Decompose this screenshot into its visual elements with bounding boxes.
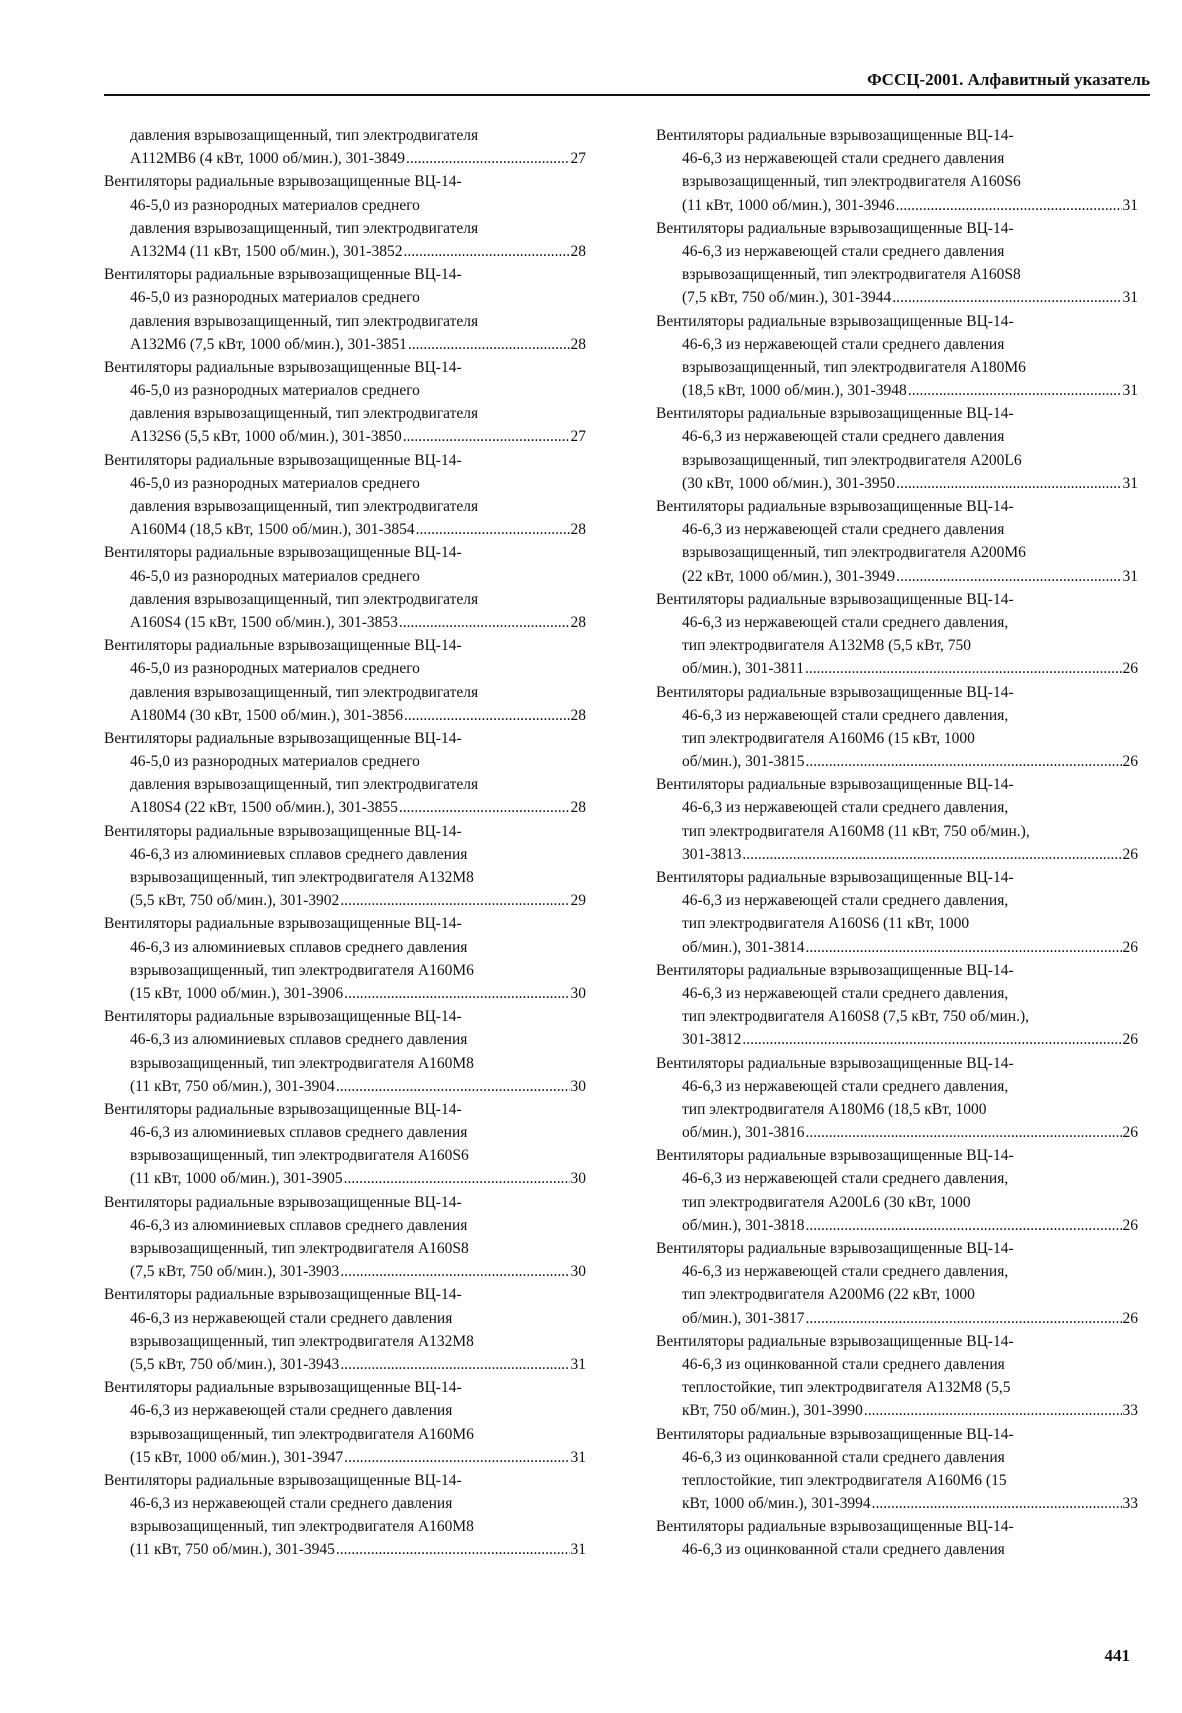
entry-text: (11 кВт, 1000 об/мин.), 301-3946 (682, 196, 895, 214)
dot-leader (399, 611, 570, 634)
index-entry (104, 820, 586, 913)
entry-line: Вентиляторы радиальные взрывозащищенные ВЦ-14- (104, 451, 462, 469)
entry-last-line (104, 611, 586, 634)
entry-last-line (656, 750, 1138, 773)
dot-leader (404, 704, 569, 727)
entry-line: взрывозащищенный, тип электродвигателя А160М6 (130, 1425, 474, 1443)
dot-leader (806, 1214, 1122, 1237)
dot-leader (806, 936, 1122, 959)
page-number: 441 (1104, 1646, 1130, 1665)
entry-line: 46-6,3 из алюминиевых сплавов среднего давления (130, 1216, 468, 1234)
index-entry (656, 1237, 1138, 1330)
entry-last-line (656, 379, 1138, 402)
entry-line: 46-6,3 из алюминиевых сплавов среднего давления (130, 1124, 468, 1142)
index-entry (656, 866, 1138, 959)
entry-line: Вентиляторы радиальные взрывозащищенные ВЦ-14- (104, 1471, 462, 1489)
entry-line: 46-6,3 из нержавеющей стали среднего давления (682, 150, 1005, 168)
dot-leader (806, 750, 1122, 773)
entry-line: 46-6,3 из алюминиевых сплавов среднего давления (130, 845, 468, 863)
index-column-right (656, 124, 1138, 1562)
entry-page-ref: 26 (1122, 845, 1138, 863)
entry-line: взрывозащищенный, тип электродвигателя А200L6 (682, 451, 1022, 469)
entry-page-ref: 26 (1122, 938, 1138, 956)
index-entry (656, 681, 1138, 774)
entry-text: (22 кВт, 1000 об/мин.), 301-3949 (682, 567, 896, 585)
index-entry (104, 1283, 586, 1376)
entry-page-ref: 27 (570, 150, 586, 168)
dot-leader (872, 1492, 1122, 1515)
entry-line: 46-6,3 из алюминиевых сплавов среднего давления (130, 1031, 468, 1049)
entry-line: 46-6,3 из алюминиевых сплавов среднего давления (130, 938, 468, 956)
entry-line: 46-5,0 из разнородных материалов среднего (130, 196, 420, 214)
entry-line: тип электродвигателя А200L6 (30 кВт, 1000 (682, 1193, 971, 1211)
entry-line: взрывозащищенный, тип электродвигателя А132М8 (130, 869, 474, 886)
entry-line: Вентиляторы радиальные взрывозащищенные ВЦ-14- (104, 1008, 462, 1026)
entry-text: (15 кВт, 1000 об/мин.), 301-3906 (130, 984, 344, 1002)
entry-last-line (104, 796, 586, 819)
entry-line: Вентиляторы радиальные взрывозащищенные ВЦ-14- (104, 915, 462, 933)
dot-leader (340, 1353, 569, 1376)
dot-leader (742, 843, 1121, 866)
entry-page-ref: 26 (1122, 753, 1138, 771)
entry-page-ref: 31 (1122, 474, 1138, 492)
index-entry (656, 1052, 1138, 1145)
entry-line: Вентиляторы радиальные взрывозащищенные ВЦ-14- (104, 358, 462, 376)
index-entry (104, 634, 586, 727)
entry-text: А160М4 (18,5 кВт, 1500 об/мин.), 301-3854 (130, 521, 415, 539)
entry-line: давления взрывозащищенный, тип электродвигателя (130, 776, 479, 794)
entry-line: 46-6,3 из нержавеющей стали среднего давления (130, 1495, 453, 1513)
entry-last-line (104, 240, 586, 263)
index-entry (656, 402, 1138, 495)
entry-text: (11 кВт, 1000 об/мин.), 301-3905 (130, 1170, 343, 1188)
index-entry (656, 1144, 1138, 1237)
entry-page-ref: 26 (1122, 1124, 1138, 1142)
entry-page-ref: 31 (1122, 567, 1138, 585)
entry-line: Вентиляторы радиальные взрывозащищенные ВЦ-14- (656, 1240, 1014, 1257)
entry-line: 46-6,3 из нержавеющей стали среднего давления (682, 521, 1005, 539)
entry-line: Вентиляторы радиальные взрывозащищенные ВЦ-14- (656, 1054, 1014, 1072)
entry-text: А112МВ6 (4 кВт, 1000 об/мин.), 301-3849 (130, 150, 406, 168)
dot-leader (896, 472, 1121, 495)
index-entry (104, 1098, 586, 1191)
entry-page-ref: 31 (570, 1355, 586, 1373)
entry-line: тип электродвигателя А180М6 (18,5 кВт, 1000 (682, 1100, 987, 1118)
dot-leader (896, 565, 1121, 588)
index-entry (104, 912, 586, 1005)
entry-text: (7,5 кВт, 750 об/мин.), 301-3944 (682, 289, 892, 307)
entry-page-ref: 30 (570, 1263, 586, 1281)
entry-page-ref: 26 (1122, 1309, 1138, 1327)
entry-line: 46-6,3 из нержавеющей стали среднего давления, (682, 1263, 1009, 1281)
entry-page-ref: 28 (570, 335, 586, 353)
dot-leader (399, 796, 570, 819)
entry-line: тип электродвигателя А160М6 (15 кВт, 1000 (682, 729, 975, 747)
entry-page-ref: 28 (570, 613, 586, 631)
index-entry (104, 541, 586, 634)
entry-last-line (656, 657, 1138, 680)
entry-line: Вентиляторы радиальные взрывозащищенные ВЦ-14- (656, 405, 1014, 423)
entry-line: взрывозащищенный, тип электродвигателя А180М6 (682, 358, 1026, 376)
entry-text: об/мин.), 301-3815 (682, 753, 805, 771)
entry-line: давления взрывозащищенный, тип электродвигателя (130, 312, 479, 330)
entry-line: Вентиляторы радиальные взрывозащищенные ВЦ-14- (656, 312, 1014, 330)
entry-line: взрывозащищенный, тип электродвигателя А160М8 (130, 1518, 474, 1536)
entry-last-line (104, 1353, 586, 1376)
entry-line: тип электродвигателя А160S6 (11 кВт, 1000 (682, 915, 970, 933)
entry-text: А180М4 (30 кВт, 1500 об/мин.), 301-3856 (130, 706, 404, 724)
index-entry (104, 1376, 586, 1469)
entry-line: 46-5,0 из разнородных материалов среднего (130, 567, 420, 585)
entry-text: об/мин.), 301-3817 (682, 1309, 805, 1327)
entry-line: 46-6,3 из нержавеющей стали среднего давления, (682, 1077, 1009, 1095)
entry-last-line (656, 1492, 1138, 1515)
dot-leader (742, 1028, 1121, 1051)
entry-text: А180S4 (22 кВт, 1500 об/мин.), 301-3855 (130, 799, 398, 817)
index-entry (104, 1469, 586, 1562)
entry-line: 46-6,3 из нержавеющей стали среднего давления, (682, 799, 1009, 817)
entry-page-ref: 31 (1122, 196, 1138, 214)
entry-line: 46-5,0 из разнородных материалов среднего (130, 753, 420, 771)
dot-leader (896, 194, 1122, 217)
entry-page-ref: 29 (570, 892, 586, 910)
entry-line: 46-5,0 из разнородных материалов среднего (130, 660, 420, 678)
entry-last-line (656, 286, 1138, 309)
entry-line: теплостойкие, тип электродвигателя А132М8 (5,5 (682, 1379, 1011, 1397)
entry-line: Вентиляторы радиальные взрывозащищенные ВЦ-14- (656, 219, 1014, 237)
entry-line: 46-6,3 из нержавеющей стали среднего давления (130, 1402, 453, 1420)
index-entry (656, 217, 1138, 310)
entry-line: Вентиляторы радиальные взрывозащищенные ВЦ-14- (104, 1100, 462, 1118)
entry-last-line (656, 472, 1138, 495)
entry-last-line (656, 1028, 1138, 1051)
dot-leader (344, 1167, 570, 1190)
entry-line: Вентиляторы радиальные взрывозащищенные ВЦ-14- (104, 544, 462, 562)
entry-line: Вентиляторы радиальные взрывозащищенные ВЦ-14- (656, 590, 1014, 608)
entry-line: 46-6,3 из нержавеющей стали среднего давления, (682, 706, 1009, 724)
dot-leader (908, 379, 1122, 402)
dot-leader (864, 1399, 1122, 1422)
dot-leader (416, 518, 570, 541)
dot-leader (406, 147, 569, 170)
entry-last-line (104, 425, 586, 448)
entry-line: Вентиляторы радиальные взрывозащищенные ВЦ-14- (656, 1425, 1014, 1443)
entry-line: Вентиляторы радиальные взрывозащищенные ВЦ-14- (104, 822, 462, 840)
index-entry (656, 1423, 1138, 1516)
index-entry (104, 1191, 586, 1284)
index-entry (656, 773, 1138, 866)
entry-text: 301-3813 (682, 845, 742, 863)
entry-line: взрывозащищенный, тип электродвигателя А132М8 (130, 1332, 474, 1350)
entry-line: взрывозащищенный, тип электродвигателя А160S6 (130, 1147, 469, 1165)
entry-line: Вентиляторы радиальные взрывозащищенные ВЦ-14- (656, 683, 1014, 701)
index-entry (656, 495, 1138, 588)
entry-line: взрывозащищенный, тип электродвигателя А200М6 (682, 544, 1026, 562)
entry-line: Вентиляторы радиальные взрывозащищенные ВЦ-14- (104, 729, 462, 747)
header-rule (104, 94, 1150, 96)
entry-line: 46-5,0 из разнородных материалов среднего (130, 474, 420, 492)
dot-leader (336, 1538, 570, 1561)
entry-last-line (656, 936, 1138, 959)
entry-last-line (104, 1075, 586, 1098)
entry-last-line (104, 889, 586, 912)
index-entry (656, 1330, 1138, 1423)
entry-line: взрывозащищенный, тип электродвигателя А160S8 (130, 1240, 469, 1257)
entry-last-line (104, 333, 586, 356)
entry-text: (7,5 кВт, 750 об/мин.), 301-3903 (130, 1263, 340, 1281)
entry-text: кВт, 750 об/мин.), 301-3990 (682, 1402, 863, 1420)
entry-line: взрывозащищенный, тип электродвигателя А160М8 (130, 1054, 474, 1072)
entry-text: об/мин.), 301-3814 (682, 938, 805, 956)
entry-last-line (104, 704, 586, 727)
entry-last-line (656, 194, 1138, 217)
index-entry (656, 310, 1138, 403)
dot-leader (403, 425, 570, 448)
entry-text: об/мин.), 301-3818 (682, 1216, 805, 1234)
entry-line: 46-6,3 из нержавеющей стали среднего давления (682, 335, 1005, 353)
index-entry (104, 727, 586, 820)
entry-page-ref: 28 (570, 706, 586, 724)
entry-last-line (104, 1446, 586, 1469)
entry-page-ref: 31 (1122, 289, 1138, 307)
index-entry (656, 124, 1138, 217)
entry-text: А132М4 (11 кВт, 1500 об/мин.), 301-3852 (130, 242, 403, 260)
entry-page-ref: 31 (1122, 382, 1138, 400)
entry-line: тип электродвигателя А160S8 (7,5 кВт, 750 об/мин.), (682, 1008, 1030, 1026)
entry-line: тип электродвигателя А132М8 (5,5 кВт, 750 (682, 637, 972, 655)
index-entry (104, 124, 586, 170)
entry-line: Вентиляторы радиальные взрывозащищенные ВЦ-14- (656, 127, 1014, 144)
entry-line: Вентиляторы радиальные взрывозащищенные ВЦ-14- (104, 1193, 462, 1211)
dot-leader (403, 240, 569, 263)
entry-text: (30 кВт, 1000 об/мин.), 301-3950 (682, 474, 896, 492)
entry-line: Вентиляторы радиальные взрывозащищенные ВЦ-14- (656, 961, 1014, 979)
index-entry (104, 263, 586, 356)
entry-page-ref: 30 (570, 984, 586, 1002)
entry-line: тип электродвигателя А160М8 (11 кВт, 750 об/мин.), (682, 822, 1030, 840)
entry-line: 46-5,0 из разнородных материалов среднего (130, 382, 420, 400)
entry-last-line (104, 1260, 586, 1283)
entry-text: (11 кВт, 750 об/мин.), 301-3945 (130, 1541, 335, 1559)
entry-line: 46-6,3 из нержавеющей стали среднего давления, (682, 1170, 1009, 1188)
entry-last-line (104, 518, 586, 541)
dot-leader (340, 889, 569, 912)
entry-line: взрывозащищенный, тип электродвигателя А160S8 (682, 266, 1021, 284)
entry-page-ref: 26 (1122, 1031, 1138, 1049)
dot-leader (892, 286, 1121, 309)
entry-line: Вентиляторы радиальные взрывозащищенные ВЦ-14- (656, 1147, 1014, 1165)
entry-page-ref: 28 (570, 799, 586, 817)
dot-leader (806, 1121, 1122, 1144)
entry-line: 46-6,3 из нержавеющей стали среднего давления (682, 242, 1005, 260)
entry-line: теплостойкие, тип электродвигателя А160М6 (15 (682, 1471, 1007, 1489)
entry-page-ref: 28 (570, 242, 586, 260)
entry-line: давления взрывозащищенный, тип электродвигателя (130, 590, 479, 608)
entry-line: Вентиляторы радиальные взрывозащищенные ВЦ-14- (656, 1332, 1014, 1350)
index-entry (104, 449, 586, 542)
entry-line: Вентиляторы радиальные взрывозащищенные ВЦ-14- (104, 173, 462, 191)
entry-page-ref: 33 (1122, 1402, 1138, 1420)
index-entry (104, 356, 586, 449)
dot-leader (344, 1446, 569, 1469)
entry-line: давления взрывозащищенный, тип электродвигателя (130, 219, 479, 237)
entry-text: (15 кВт, 1000 об/мин.), 301-3947 (130, 1448, 344, 1466)
entry-text: кВт, 1000 об/мин.), 301-3994 (682, 1495, 871, 1513)
entry-last-line (104, 1167, 586, 1190)
dot-leader (805, 657, 1122, 680)
entry-line: 46-5,0 из разнородных материалов среднего (130, 289, 420, 307)
entry-line: Вентиляторы радиальные взрывозащищенные ВЦ-14- (656, 869, 1014, 886)
entry-text: об/мин.), 301-3811 (682, 660, 804, 678)
entry-last-line (104, 1538, 586, 1561)
entry-page-ref: 26 (1122, 660, 1138, 678)
entry-line: давления взрывозащищенный, тип электродвигателя (130, 127, 479, 144)
entry-line: Вентиляторы радиальные взрывозащищенные ВЦ-14- (656, 1518, 1014, 1536)
entry-page-ref: 27 (570, 428, 586, 446)
entry-page-ref: 26 (1122, 1216, 1138, 1234)
entry-line: 46-6,3 из нержавеющей стали среднего давления (682, 428, 1005, 446)
entry-text: (18,5 кВт, 1000 об/мин.), 301-3948 (682, 382, 907, 400)
entry-last-line (656, 1399, 1138, 1422)
entry-last-line (656, 1121, 1138, 1144)
index-entry (656, 959, 1138, 1052)
entry-text: А160S4 (15 кВт, 1500 об/мин.), 301-3853 (130, 613, 398, 631)
entry-page-ref: 28 (570, 521, 586, 539)
index-entry (104, 1005, 586, 1098)
entry-line: 46-6,3 из оцинкованной стали среднего давления (682, 1448, 1005, 1466)
entry-line: давления взрывозащищенный, тип электродвигателя (130, 405, 479, 423)
entry-line: Вентиляторы радиальные взрывозащищенные ВЦ-14- (104, 1379, 462, 1397)
index-column-left (104, 124, 586, 1562)
entry-line: 46-6,3 из нержавеющей стали среднего давления, (682, 613, 1009, 631)
entry-line: 46-6,3 из нержавеющей стали среднего давления, (682, 984, 1009, 1002)
entry-line: 46-6,3 из нержавеющей стали среднего давления (130, 1309, 453, 1327)
entry-text: А132М6 (7,5 кВт, 1000 об/мин.), 301-3851 (130, 335, 407, 353)
entry-page-ref: 33 (1122, 1495, 1138, 1513)
entry-line: давления взрывозащищенный, тип электродвигателя (130, 498, 479, 515)
entry-page-ref: 31 (570, 1541, 586, 1559)
index-entry (656, 588, 1138, 681)
entry-line: 46-6,3 из оцинкованной стали среднего давления (682, 1541, 1005, 1559)
entry-text: об/мин.), 301-3816 (682, 1124, 805, 1142)
entry-line: Вентиляторы радиальные взрывозащищенные ВЦ-14- (104, 266, 462, 284)
entry-text: (11 кВт, 750 об/мин.), 301-3904 (130, 1077, 335, 1095)
entry-line: тип электродвигателя А200М6 (22 кВт, 1000 (682, 1286, 975, 1304)
entry-line: взрывозащищенный, тип электродвигателя А160М6 (130, 961, 474, 979)
dot-leader (806, 1307, 1122, 1330)
entry-line: 46-6,3 из оцинкованной стали среднего давления (682, 1355, 1005, 1373)
entry-last-line (656, 1307, 1138, 1330)
entry-last-line (104, 147, 586, 170)
dot-leader (340, 1260, 569, 1283)
entry-last-line (656, 1214, 1138, 1237)
entry-text: 301-3812 (682, 1031, 742, 1049)
dot-leader (408, 333, 570, 356)
entry-page-ref: 30 (570, 1170, 586, 1188)
entry-line: Вентиляторы радиальные взрывозащищенные ВЦ-14- (656, 776, 1014, 794)
entry-text: (5,5 кВт, 750 об/мин.), 301-3943 (130, 1355, 340, 1373)
index-entry (104, 170, 586, 263)
entry-line: 46-6,3 из нержавеющей стали среднего давления, (682, 892, 1009, 910)
entry-page-ref: 30 (570, 1077, 586, 1095)
entry-line: взрывозащищенный, тип электродвигателя А160S6 (682, 173, 1021, 191)
entry-line: Вентиляторы радиальные взрывозащищенные ВЦ-14- (104, 637, 462, 655)
dot-leader (344, 982, 569, 1005)
entry-page-ref: 31 (570, 1448, 586, 1466)
dot-leader (336, 1075, 570, 1098)
running-header: ФССЦ-2001. Алфавитный указатель (867, 70, 1150, 89)
entry-line: Вентиляторы радиальные взрывозащищенные ВЦ-14- (104, 1286, 462, 1304)
entry-last-line (104, 982, 586, 1005)
index-entry (656, 1515, 1138, 1561)
entry-last-line (656, 843, 1138, 866)
entry-last-line (656, 565, 1138, 588)
entry-line: Вентиляторы радиальные взрывозащищенные ВЦ-14- (656, 498, 1014, 515)
entry-text: А132S6 (5,5 кВт, 1000 об/мин.), 301-3850 (130, 428, 402, 446)
entry-line: давления взрывозащищенный, тип электродвигателя (130, 683, 479, 701)
entry-text: (5,5 кВт, 750 об/мин.), 301-3902 (130, 892, 340, 910)
